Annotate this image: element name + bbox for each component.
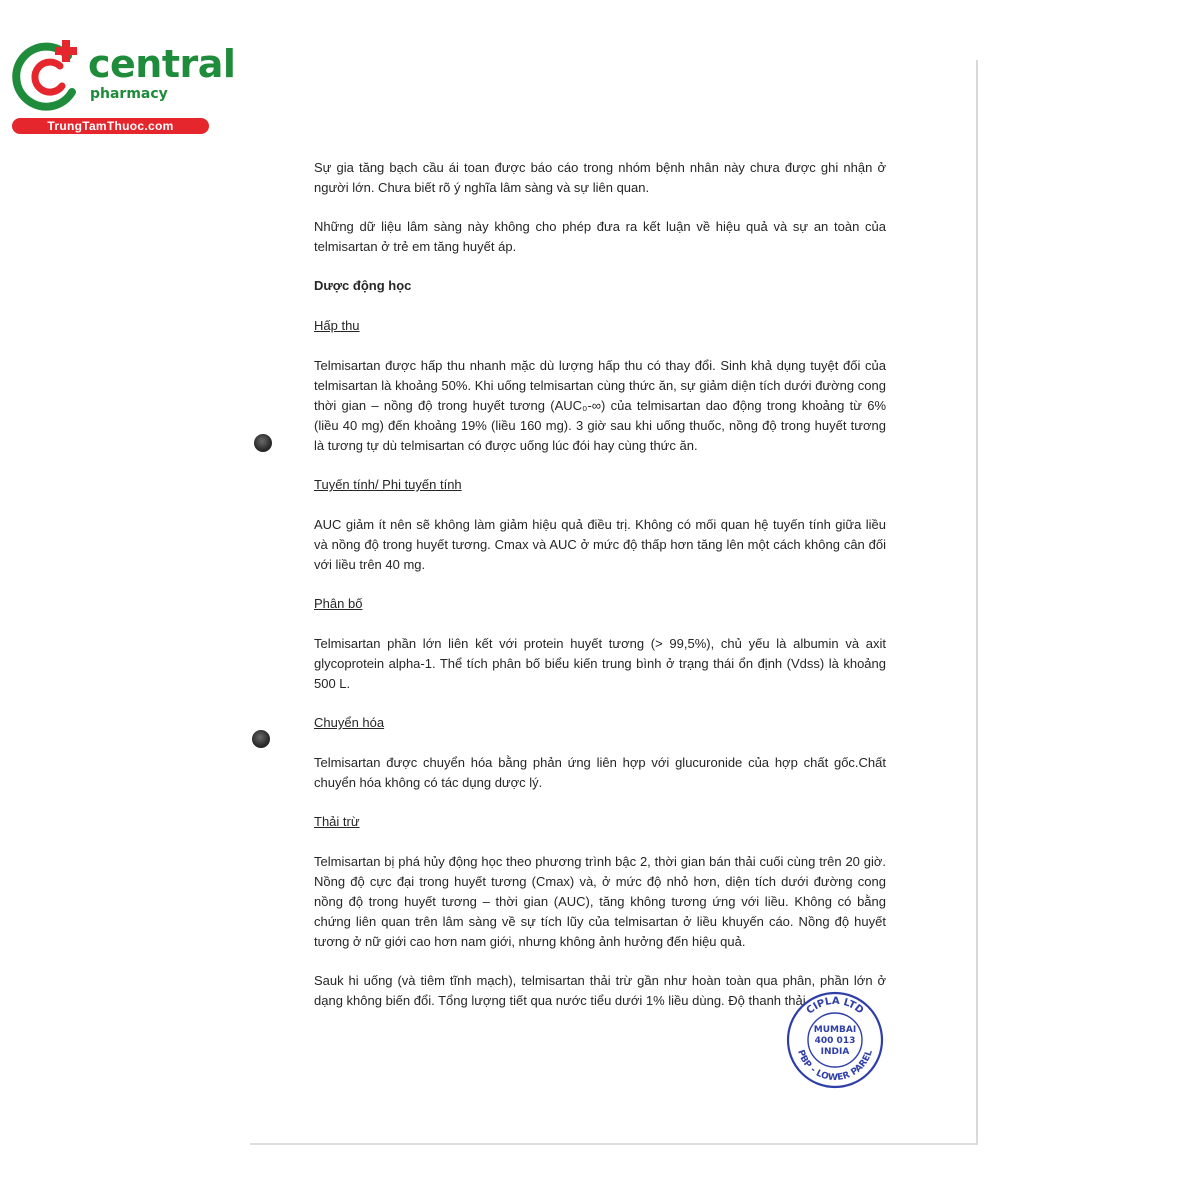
stamp-ring-bottom: PBP - LOWER PAREL <box>795 1048 875 1084</box>
paragraph-eosinophil: Sự gia tăng bạch cầu ái toan được báo cáo trong nhóm bệnh nhân này chưa được ghi nhận ở người lớn. Chưa biết rõ ý nghĩa lâm sàng và sự liên quan. <box>314 160 886 195</box>
logo-website-banner: TrungTamThuoc.com <box>12 118 209 134</box>
heading-elimination: Thải trừ <box>314 814 360 829</box>
paragraph-excretion: Sauk hi uống (và tiêm tĩnh mạch), telmisartan thải trừ gần như hoàn toàn qua phân, phần lớn ở dạng không biến đổi. Tổng lượng tiết qua nước tiểu dưới 1% liều dùng. Độ thanh thải <box>314 973 886 1008</box>
stamp-ring-top: CIPLA LTD <box>804 995 866 1017</box>
paragraph-distribution: Telmisartan phần lớn liên kết với protein huyết tương (> 99,5%), chủ yếu là albumin và axit glycoprotein alpha-1. Thể tích phân bố biểu kiến trung bình ở trạng thái ổn định (Vdss) là khoảng 500 L. <box>314 636 886 691</box>
pharmacy-cross-icon <box>10 36 90 116</box>
heading-absorption: Hấp thu <box>314 318 360 333</box>
company-stamp <box>785 990 885 1090</box>
paragraph-absorption: Telmisartan được hấp thu nhanh mặc dù lượng hấp thu có thay đổi. Sinh khả dụng tuyệt đối của telmisartan là khoảng 50%. Khi uống telmisartan cùng thức ăn, sự giảm diện tích dưới đường cong thời gian – nồng độ trong huyết tương (AUC₀-∞) của telmisartan dao động trong khoảng từ 6% (liều 40 mg) đến khoảng 19% (liều 160 mg). 3 giờ sau khi uống thuốc, nồng độ trong huyết tương là tương tự dù telmisartan có được uống lúc đói hay cùng thức ăn. <box>314 358 886 453</box>
document-body <box>314 158 886 1030</box>
logo-sub-text: pharmacy <box>90 86 168 102</box>
paragraph-metabolism: Telmisartan được chuyển hóa bằng phản ứng liên hợp với glucuronide của hợp chất gốc.Chất chuyển hóa không có tác dụng dược lý. <box>314 755 886 790</box>
heading-linearity: Tuyến tính/ Phi tuyến tính <box>314 477 462 492</box>
central-pharmacy-logo <box>10 36 236 136</box>
paragraph-elimination: Telmisartan bị phá hủy động học theo phương trình bậc 2, thời gian bán thải cuối cùng trên 20 giờ. Nồng độ cực đại trong huyết tương (Cmax) và, ở mức độ nhỏ hơn, diện tích dưới đường cong nồng độ trong huyết tương – thời gian (AUC), tăng không tương ứng với liều. Không có bằng chứng liên quan trên lâm sàng về sự tích lũy của telmisartan ở liều khuyến cáo. Nồng độ huyết tương ở nữ giới cao hơn nam giới, nhưng không ảnh hưởng đến hiệu quả. <box>314 854 886 949</box>
page-edge-right <box>976 60 978 1145</box>
punch-hole-lower <box>252 730 270 748</box>
stamp-line-country: INDIA <box>820 1047 850 1057</box>
section-title-pharmacokinetics: Dược động học <box>314 278 412 293</box>
logo-brand-text: central <box>88 42 236 86</box>
paragraph-linearity: AUC giảm ít nên sẽ không làm giảm hiệu quả điều trị. Không có mối quan hệ tuyến tính giữa liều và nồng độ trong huyết tương. Cmax và AUC ở mức độ thấp hơn tăng lên một cách không cân đối với liều trên 40 mg. <box>314 517 886 572</box>
heading-distribution: Phân bố <box>314 596 363 611</box>
page-edge-bottom <box>250 1143 978 1145</box>
paragraph-conclusion: Những dữ liệu lâm sàng này không cho phép đưa ra kết luận về hiệu quả và sự an toàn của telmisartan ở trẻ em tăng huyết áp. <box>314 219 886 254</box>
heading-metabolism: Chuyển hóa <box>314 715 385 730</box>
punch-hole-upper <box>254 434 272 452</box>
stamp-line-city: MUMBAI <box>813 1025 857 1035</box>
stamp-line-postcode: 400 013 <box>814 1036 856 1046</box>
